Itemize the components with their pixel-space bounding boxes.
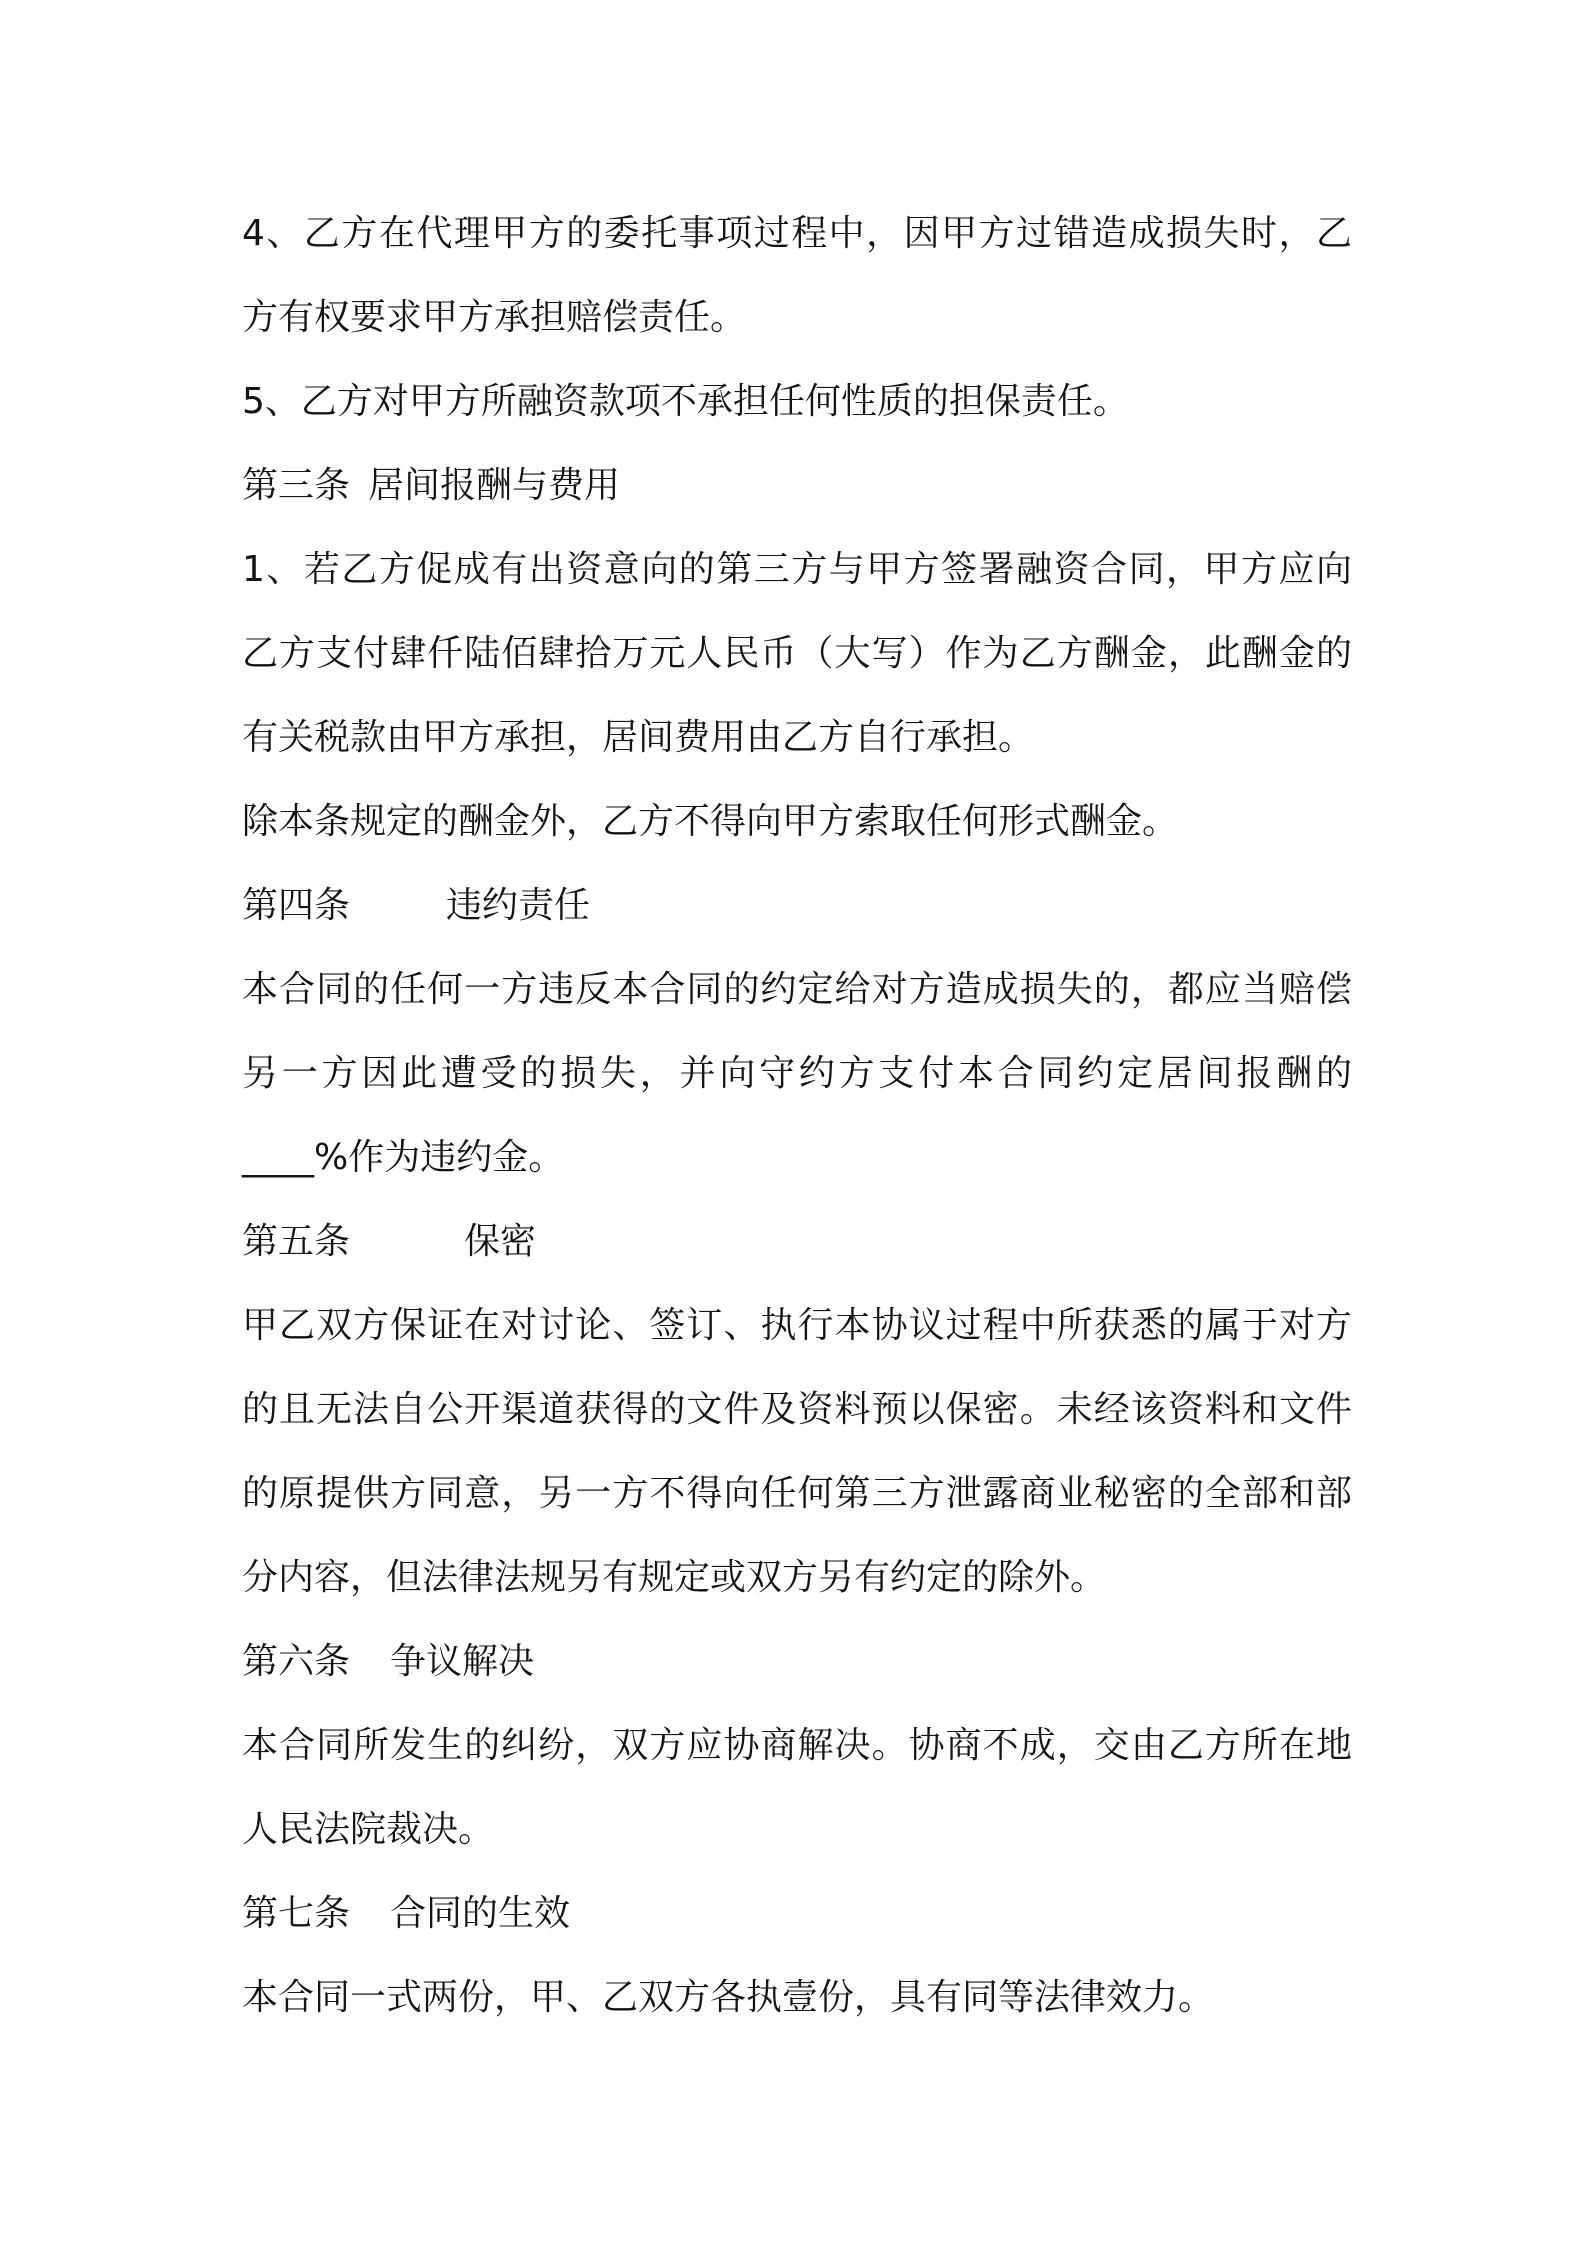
- document-body: [242, 192, 1352, 2040]
- article-4-line-2: 另一方因此遭受的损失，并向守约方支付本合同约定居间报酬的: [242, 1053, 1352, 1094]
- clause-2-4-line-1: 4、乙方在代理甲方的委托事项过程中，因甲方过错造成损失时，乙: [242, 213, 1352, 254]
- article-3-heading: [242, 444, 1352, 528]
- article-5-line-1: 甲乙双方保证在对讨论、签订、执行本协议过程中所获悉的属于对方: [242, 1305, 1352, 1346]
- article-7-heading: [242, 1872, 1352, 1956]
- clause-3-1-line-3: 有关税款由甲方承担，居间费用由乙方自行承担。: [242, 717, 1035, 758]
- article-6-line-1: 本合同所发生的纠纷，双方应协商解决。协商不成，交由乙方所在地: [242, 1725, 1352, 1766]
- article-4-line-3: ____%作为违约金。: [242, 1137, 565, 1178]
- article-5-heading: [242, 1200, 1352, 1284]
- article-5-line-3: 的原提供方同意，另一方不得向任何第三方泄露商业秘密的全部和部: [242, 1473, 1352, 1514]
- clause-2-5: 5、乙方对甲方所融资款项不承担任何性质的担保责任。: [242, 381, 1129, 422]
- article-7-line-1: 本合同一式两份，甲、乙双方各执壹份，具有同等法律效力。: [242, 1977, 1215, 2018]
- clause-3-note: 除本条规定的酬金外，乙方不得向甲方索取任何形式酬金。: [242, 801, 1179, 842]
- article-5-line-4: 分内容，但法律法规另有规定或双方另有约定的除外。: [242, 1557, 1107, 1598]
- article-5-title: 保密: [464, 1221, 537, 1262]
- clause-3-1-line-1: 1、若乙方促成有出资意向的第三方与甲方签署融资合同，甲方应向: [242, 549, 1352, 590]
- article-5-line-2: 的且无法自公开渠道获得的文件及资料预以保密。未经该资料和文件: [242, 1389, 1352, 1430]
- article-4-heading: [242, 864, 1352, 948]
- article-4-title: 违约责任: [446, 885, 591, 926]
- article-7-title: 合同的生效: [390, 1893, 571, 1934]
- article-4-number: 第四条: [242, 885, 351, 926]
- article-3-number: 第三条: [242, 465, 351, 506]
- article-7-number: 第七条: [242, 1893, 351, 1934]
- article-5-number: 第五条: [242, 1221, 351, 1262]
- article-6-title: 争议解决: [390, 1641, 535, 1682]
- article-6-number: 第六条: [242, 1641, 351, 1682]
- article-3-title: 居间报酬与费用: [368, 465, 621, 506]
- article-6-heading: [242, 1620, 1352, 1704]
- clause-2-4-line-2: 方有权要求甲方承担赔偿责任。: [242, 297, 747, 338]
- article-4-line-1: 本合同的任何一方违反本合同的约定给对方造成损失的，都应当赔偿: [242, 969, 1352, 1010]
- article-6-line-2: 人民法院裁决。: [242, 1809, 495, 1850]
- clause-3-1-line-2: 乙方支付肆仟陆佰肆拾万元人民币（大写）作为乙方酬金，此酬金的: [242, 633, 1352, 674]
